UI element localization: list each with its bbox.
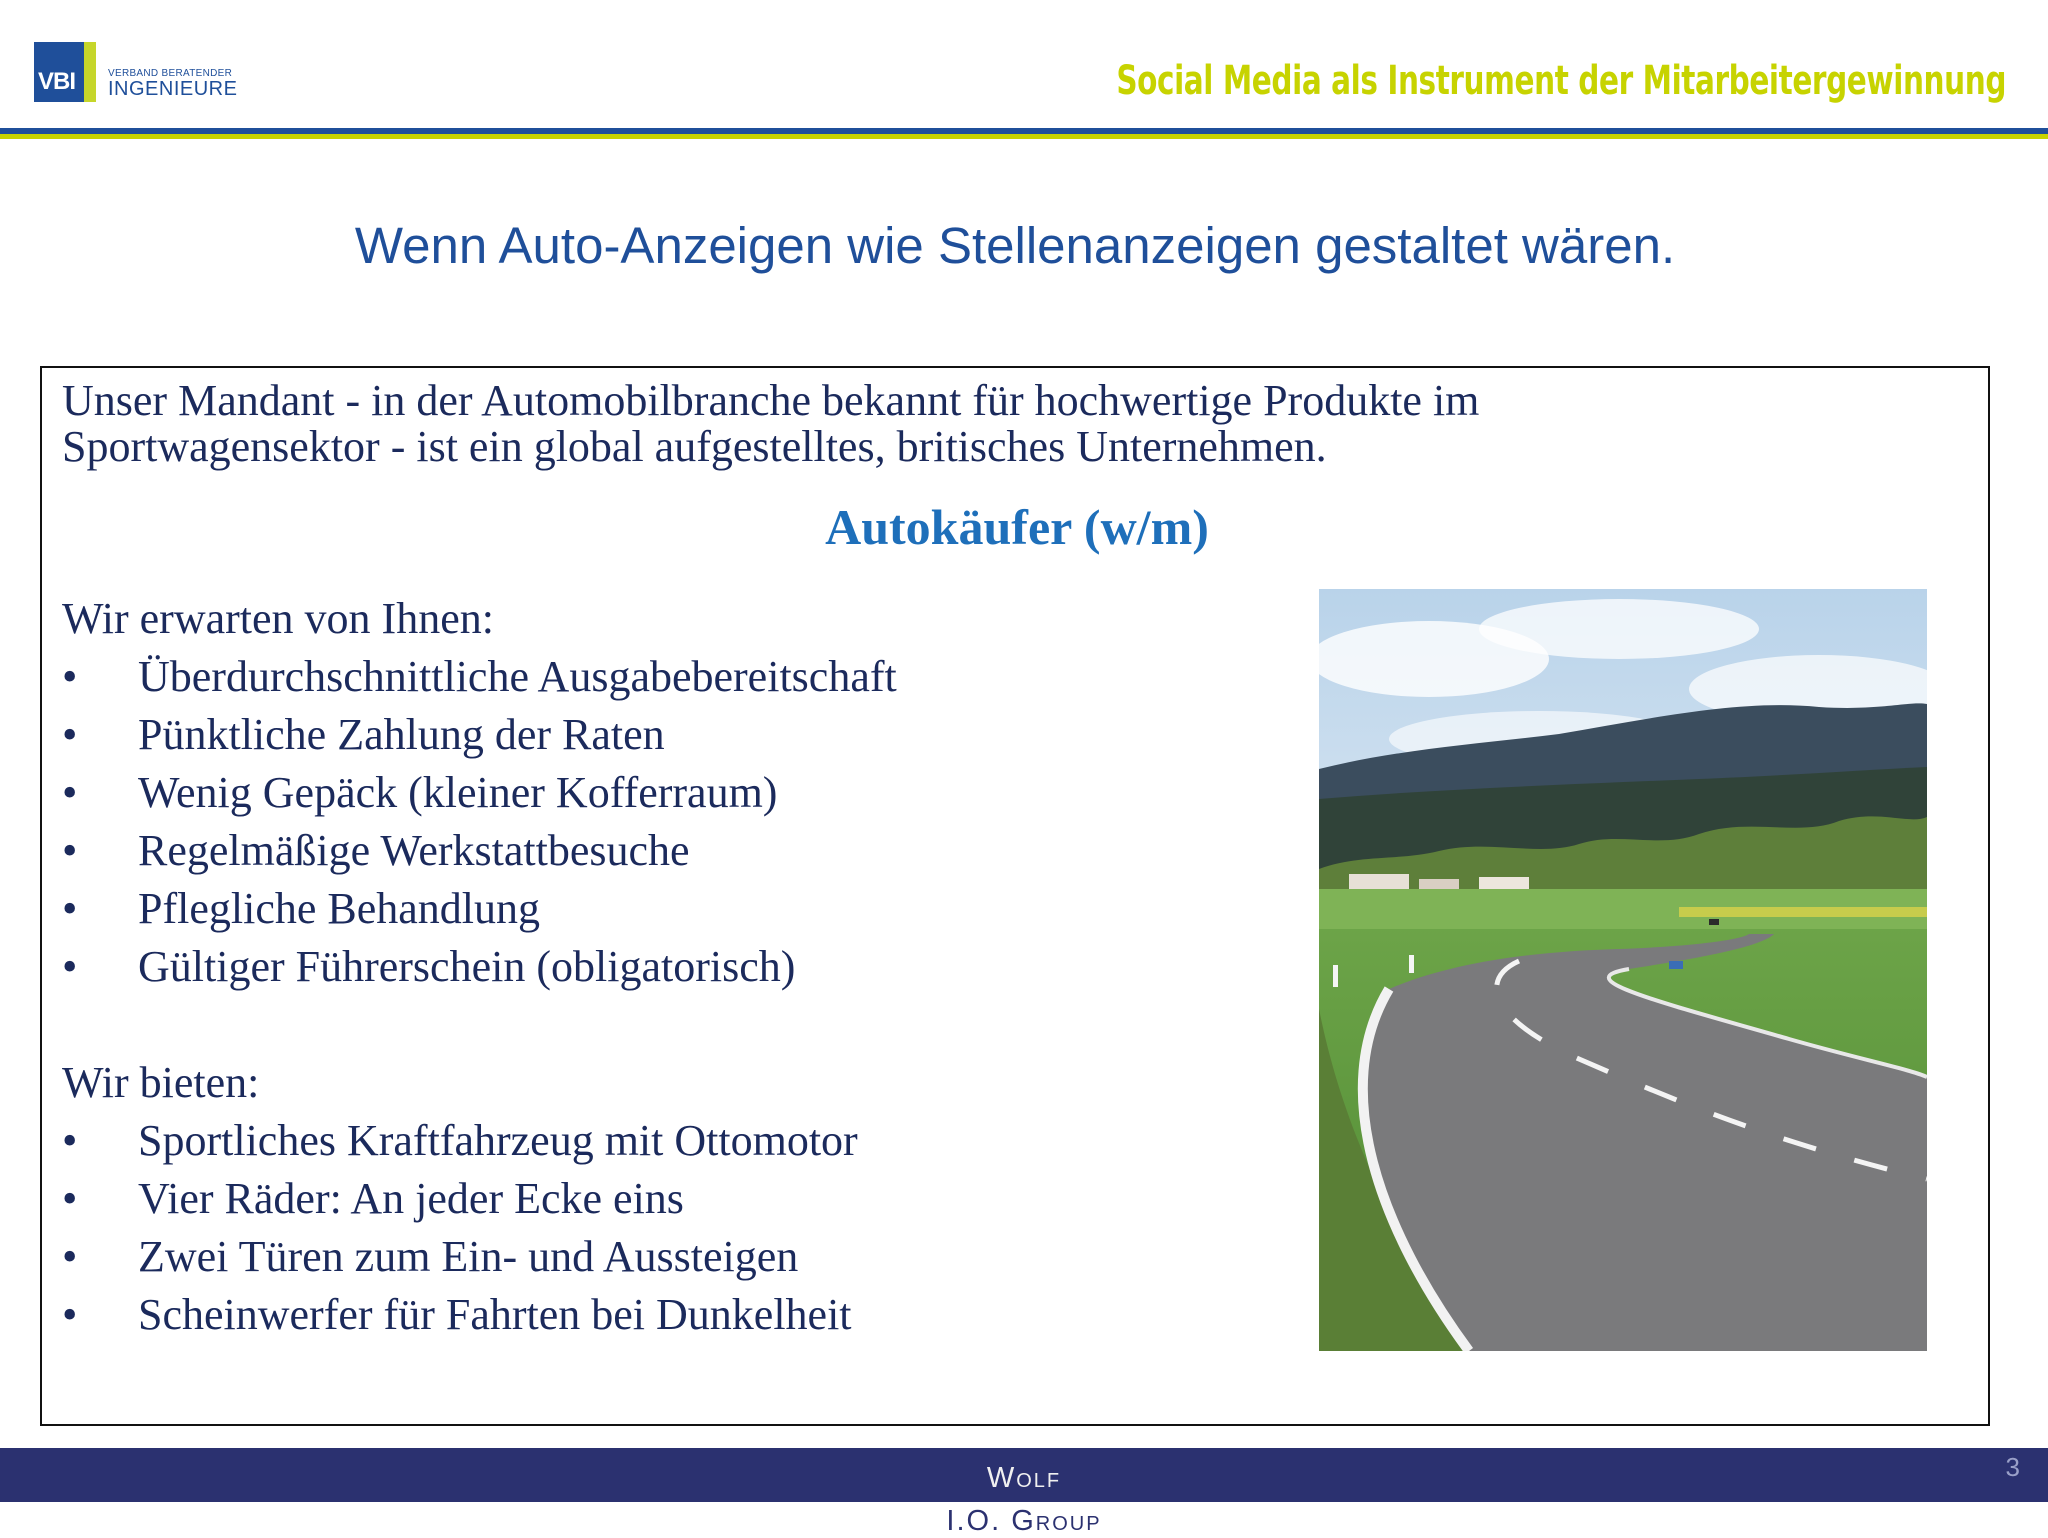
list-item xyxy=(62,1286,858,1344)
bullet: • xyxy=(62,826,78,875)
header-rule-green xyxy=(0,134,2048,139)
vbi-logo-text xyxy=(108,69,237,101)
offer-section xyxy=(62,1054,858,1344)
bullet: • xyxy=(62,768,78,817)
vbi-logo-mark-text: VBI xyxy=(38,68,76,95)
footer-brand-line1: Wolf xyxy=(986,1462,1062,1494)
slide-title: Wenn Auto-Anzeigen wie Stellenanzeigen gestaltet wären. xyxy=(354,217,1676,274)
list-item xyxy=(62,1170,858,1228)
expect-section xyxy=(62,590,897,996)
list-item-text: Pflegliche Behandlung xyxy=(138,884,541,933)
bullet: • xyxy=(62,652,78,701)
list-item-text: Zwei Türen zum Ein- und Aussteigen xyxy=(138,1232,799,1281)
footer-brand-line2: I.O. Group xyxy=(946,1505,1102,1537)
expect-list xyxy=(62,648,897,996)
vbi-logo-mark xyxy=(34,42,96,102)
list-item-text: Gültiger Führerschein (obligatorisch) xyxy=(138,942,796,991)
offer-label: Wir bieten: xyxy=(62,1058,260,1107)
bullet: • xyxy=(62,1174,78,1223)
list-item xyxy=(62,938,897,996)
bullet: • xyxy=(62,884,78,933)
list-item-text: Überdurchschnittliche Ausgabebereitschaft xyxy=(138,652,897,701)
vbi-logo xyxy=(34,42,237,102)
vbi-logo-line2: INGENIEURE xyxy=(108,78,238,100)
bullet: • xyxy=(62,1232,78,1281)
list-item xyxy=(62,1112,858,1170)
list-item xyxy=(62,764,897,822)
list-item-text: Sportliches Kraftfahrzeug mit Ottomotor xyxy=(138,1116,858,1165)
ad-intro xyxy=(62,378,1762,470)
expect-label: Wir erwarten von Ihnen: xyxy=(62,594,494,643)
bullet: • xyxy=(62,942,78,991)
list-item-text: Wenig Gepäck (kleiner Kofferraum) xyxy=(138,768,778,817)
bullet: • xyxy=(62,710,78,759)
vbi-logo-line1: VERBAND BERATENDER xyxy=(108,67,233,79)
bullet: • xyxy=(62,1116,78,1165)
ad-intro-line2: Sportwagensektor - ist ein global aufgestelltes, britisches Unternehmen. xyxy=(62,422,1327,471)
ad-intro-line1: Unser Mandant - in der Automobilbranche bekannt für hochwertige Produkte im xyxy=(62,376,1480,425)
list-item xyxy=(62,1228,858,1286)
list-item xyxy=(62,706,897,764)
page-number: 3 xyxy=(2005,1452,2020,1482)
list-item xyxy=(62,648,897,706)
ad-heading: Autokäufer (w/m) xyxy=(825,499,1209,555)
list-item-text: Regelmäßige Werkstattbesuche xyxy=(138,826,690,875)
road-illustration xyxy=(1319,589,1927,1351)
list-item-text: Vier Räder: An jeder Ecke eins xyxy=(138,1174,684,1223)
bullet: • xyxy=(62,1290,78,1339)
header-title: Social Media als Instrument der Mitarbeitergewinnung xyxy=(1116,58,2006,104)
list-item-text: Scheinwerfer für Fahrten bei Dunkelheit xyxy=(138,1290,852,1339)
list-item-text: Pünktliche Zahlung der Raten xyxy=(138,710,665,759)
offer-list xyxy=(62,1112,858,1344)
road-photo xyxy=(1319,589,1927,1351)
list-item xyxy=(62,880,897,938)
list-item xyxy=(62,822,897,880)
